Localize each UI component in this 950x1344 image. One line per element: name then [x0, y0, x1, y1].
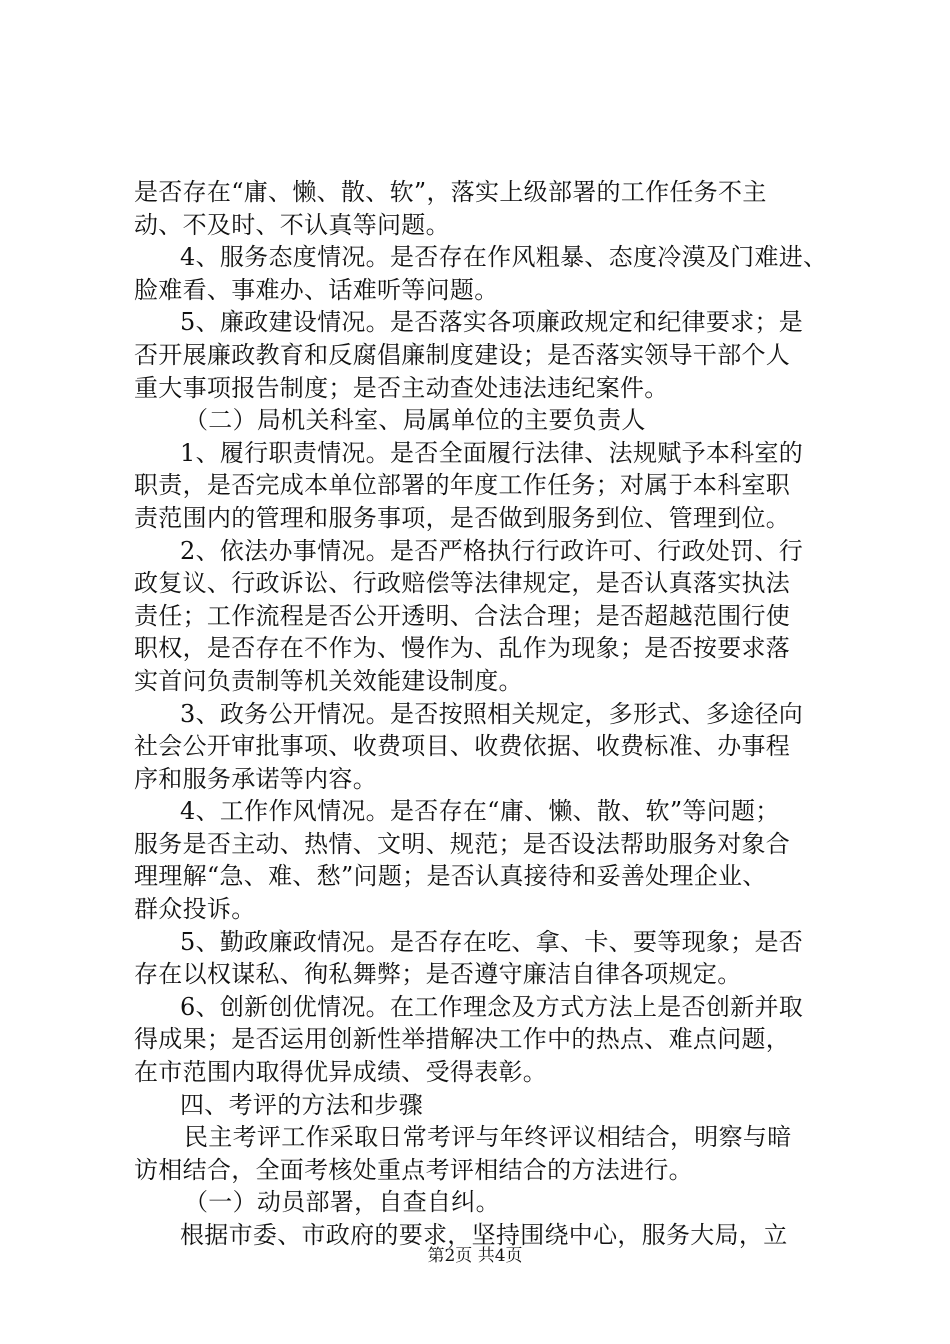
- section-heading: （一）动员部署，自查自纠。: [184, 1188, 500, 1217]
- body-line: 3、政务公开情况。是否按照相关规定，多形式、多途径向: [180, 699, 804, 728]
- body-line: 职责，是否完成本单位部署的年度工作任务；对属于本科室职: [134, 471, 791, 500]
- body-line: 6、创新创优情况。在工作理念及方式方法上是否创新并取: [180, 992, 804, 1021]
- body-line: 动、不及时、不认真等问题。: [134, 210, 450, 239]
- page-footer: [0, 1245, 950, 1267]
- page-number: 第2页 共4页: [427, 1246, 523, 1266]
- body-line: 责范围内的管理和服务事项，是否做到服务到位、管理到位。: [134, 503, 791, 532]
- body-line: 政复议、行政诉讼、行政赔偿等法律规定，是否认真落实执法: [134, 569, 791, 598]
- body-line: 5、廉政建设情况。是否落实各项廉政规定和纪律要求；是: [180, 308, 804, 337]
- body-line: 5、勤政廉政情况。是否存在吃、拿、卡、要等现象；是否: [180, 927, 804, 956]
- body-line: 重大事项报告制度；是否主动查处违法违纪案件。: [134, 373, 669, 402]
- body-line: 根据市委、市政府的要求，坚持围绕中心，服务大局，立: [180, 1221, 788, 1249]
- body-line: 2、依法办事情况。是否严格执行行政许可、行政处罚、行: [180, 536, 804, 565]
- body-line: 得成果；是否运用创新性举措解决工作中的热点、难点问题，: [134, 1025, 791, 1054]
- body-line: 1、履行职责情况。是否全面履行法律、法规赋予本科室的: [180, 438, 804, 467]
- document-body: [134, 176, 834, 1252]
- body-line: 4、工作作风情况。是否存在“庸、懒、散、软”等问题；: [180, 797, 780, 826]
- section-heading: 四、考评的方法和步骤: [180, 1090, 423, 1119]
- body-line: 服务是否主动、热情、文明、规范；是否设法帮助服务对象合: [134, 829, 791, 858]
- body-line: 实首问负责制等机关效能建设制度。: [134, 666, 523, 695]
- body-line: 脸难看、事难办、话难听等问题。: [134, 275, 499, 304]
- section-heading: （二）局机关科室、局属单位的主要负责人: [184, 406, 646, 435]
- body-line: 在市范围内取得优异成绩、受得表彰。: [134, 1058, 548, 1087]
- body-line: 民主考评工作采取日常考评与年终评议相结合，明察与暗: [184, 1123, 792, 1152]
- body-line: 群众投诉。: [134, 895, 256, 924]
- body-line: 职权，是否存在不作为、慢作为、乱作为现象；是否按要求落: [134, 634, 791, 663]
- body-line: 访相结合，全面考核处重点考评相结合的方法进行。: [134, 1155, 693, 1184]
- body-line: 存在以权谋私、徇私舞弊；是否遵守廉洁自律各项规定。: [134, 960, 742, 989]
- body-line: 序和服务承诺等内容。: [134, 764, 377, 793]
- body-line: 4、服务态度情况。是否存在作风粗暴、态度冷漠及门难进、: [180, 243, 828, 272]
- body-line: 理理解“急、难、愁”问题；是否认真接待和妥善处理企业、: [134, 862, 767, 891]
- body-line: 责任；工作流程是否公开透明、合法合理；是否超越范围行使: [134, 601, 791, 630]
- body-line: 是否存在“庸、懒、散、软”，落实上级部署的工作任务不主: [134, 178, 767, 206]
- body-line: 否开展廉政教育和反腐倡廉制度建设；是否落实领导干部个人: [134, 340, 791, 369]
- body-line: 社会公开审批事项、收费项目、收费依据、收费标准、办事程: [134, 732, 791, 761]
